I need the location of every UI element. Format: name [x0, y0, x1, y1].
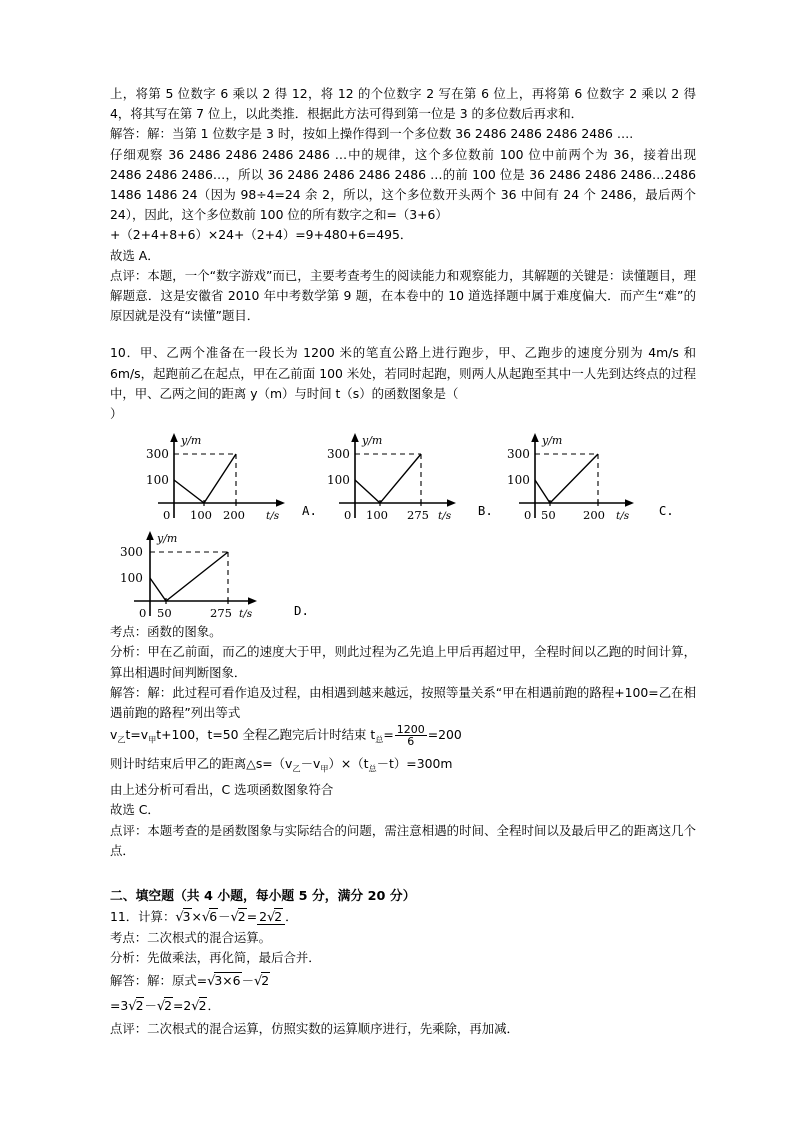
q10-option-c-label: C.: [658, 503, 674, 519]
graph-c-xlabel: t/s: [615, 510, 629, 523]
graph-a-xtick-200: 200: [223, 508, 245, 523]
q10-conclusion: 故选 C．: [110, 802, 160, 818]
q9-comment: 点评：本题，一个“数字游戏”而已，主要考查考生的阅读能力和观察能力，其解题的关键是：读懂题目，理解题意．这是安徽省 2010 年中考数学第 9 题，在本卷中的 10 道选择题中属于难度偏大．而产生“难”的原因就是没有“读懂”题目．: [110, 267, 696, 324]
graph-b-ytick-300: 300: [326, 447, 350, 462]
formula2-d: －t）=300m: [376, 755, 453, 771]
q10-option-a[interactable]: [128, 430, 317, 522]
formula2-sub-yi: 乙: [292, 763, 301, 774]
q10-formula-1: [110, 723, 696, 751]
sqrt-3x6: [207, 969, 241, 994]
graph-b: [317, 430, 472, 522]
radical-sign: √: [156, 998, 166, 1014]
radical-sign: √: [175, 910, 184, 926]
q10-option-d-label: D.: [294, 603, 309, 619]
graph-b-ylabel: y/m: [361, 434, 383, 448]
q11-jieda-line2: [110, 994, 696, 1019]
formula2-sub-zong: 总: [368, 763, 377, 774]
q11-fenxi: 分析：先做乘法，再化简，最后合并．: [110, 950, 321, 966]
q11-times: ×: [191, 909, 202, 925]
q9-solution-text1: 当第 1 位数字是 3 时，按如上操作得到一个多位数 36 2486 2486 2486 2486 ….: [171, 126, 634, 142]
sqrt-2e: [191, 994, 207, 1019]
radicand: 2: [237, 909, 246, 925]
formula1-sub-yi: 乙: [117, 734, 126, 745]
q11-answer-blank[interactable]: [257, 909, 285, 925]
q11-line2-c: =2: [173, 997, 192, 1013]
graph-d-ylabel: y/m: [157, 532, 178, 546]
formula1-sub-jia: 甲: [148, 734, 157, 745]
graph-a-origin: 0: [163, 508, 171, 523]
graph-b-origin: 0: [343, 508, 352, 523]
formula1-sub-zong: 总: [375, 734, 384, 745]
q9-solution-line2: 仔细观察 36 2486 2486 2486 2486 …中的规律，这个多位数前 100 位中前两个为 36，接着出现 2486 2486 2486…，所以 36 2486 2486 2486 2486 …的前 100 位是 36 2486 2486 2486…2486 1486 1486 24（因为 98÷4=24 余 2，所以，这个多位数开头两个 36 中间有 24 个 2486，最后两个 24），因此，这个多位数前 100 位的所有数字之和=（3+6）: [110, 146, 696, 223]
q10-stem-end: ）: [110, 406, 123, 422]
radicand: 2: [164, 997, 173, 1013]
graph-c-ylabel: y/m: [541, 434, 563, 448]
formula1-v: v: [110, 727, 118, 743]
q10-options-row-1: [110, 430, 696, 522]
q11-period: ．: [285, 909, 298, 925]
q10-number: 10．: [110, 345, 140, 361]
graph-d-ytick-100: 100: [120, 571, 143, 586]
q10-option-b[interactable]: [317, 430, 493, 522]
q11-answer-coefficient: 2: [259, 909, 267, 925]
radicand: 2: [135, 997, 144, 1013]
sqrt-2: [231, 907, 247, 928]
q11-jieda-minus: －: [241, 972, 254, 988]
radicand: 2: [261, 972, 270, 988]
q9-solution-label: 解答：解：: [110, 126, 172, 142]
q11-comment: 点评：二次根式的混合运算，仿照实数的运算顺序进行，先乘除，再加减．: [110, 1020, 519, 1036]
q11-kaodian: 考点：二次根式的混合运算。: [110, 930, 272, 946]
q11-line2-a: =3: [110, 997, 129, 1013]
section-2-title: 二、填空题（共 4 小题，每小题 5 分，满分 20 分）: [110, 889, 416, 905]
formula1-mid: t=v: [125, 727, 149, 743]
q11-stem: [110, 907, 696, 928]
graph-d-ytick-300: 300: [120, 545, 143, 560]
radicand: 2: [198, 997, 207, 1013]
graph-b-xtick-275: 275: [406, 508, 429, 523]
q10-kaodian: 考点：函数的图象。: [110, 624, 222, 640]
radicand: 6: [209, 909, 218, 925]
formula2-a: 则计时结束后甲乙的距离△s=（v: [110, 755, 293, 771]
graph-d-xtick-275: 275: [210, 606, 232, 621]
formula2-c: ）×（t: [328, 755, 369, 771]
radical-sign: √: [230, 910, 239, 926]
radical-sign: √: [128, 998, 137, 1014]
graph-a-ytick-300: 300: [146, 447, 169, 462]
q10-comment: 点评：本题考查的是函数图象与实际结合的问题，需注意相遇的时间、全程时间以及最后甲乙的距离这几个点．: [110, 822, 696, 858]
graph-d-origin: 0: [139, 606, 147, 621]
q11-jieda-line1: [110, 969, 696, 994]
formula2-b: －v: [300, 755, 321, 771]
graph-b-xtick-100: 100: [365, 508, 388, 523]
radical-sign: √: [266, 910, 276, 926]
sqrt-answer: [267, 907, 283, 928]
graph-c-origin: 0: [523, 508, 532, 523]
q10-stem-text: 甲、乙两个准备在一段长为 1200 米的笔直公路上进行跑步，甲、乙跑步的速度分别为 4m/s 和 6m/s，起跑前乙在起点，甲在乙前面 100 米处，若同时起跑，则两人从起跑至其中一人先到达终点的过程中，甲、乙两之间的距离 y（m）与时间 t（s）的函数图象是（: [110, 345, 696, 401]
radicand: 3: [182, 909, 191, 925]
graph-a-xlabel: t/s: [266, 510, 280, 523]
radical-sign: √: [253, 973, 263, 989]
radicand: 2: [274, 909, 283, 925]
q10-conclusion-analysis: 由上述分析可看出，C 选项函数图象符合: [110, 782, 334, 798]
radical-sign: √: [201, 910, 211, 926]
radical-sign: √: [191, 998, 200, 1014]
graph-c: [493, 430, 653, 522]
q10-option-a-label: A.: [302, 503, 317, 519]
fraction-numerator: 1200: [396, 722, 425, 736]
fraction-1200-over-6: [395, 724, 427, 748]
q10-option-d[interactable]: [110, 526, 309, 622]
q11-line2-d: ．: [207, 997, 220, 1013]
q11-prompt: 计算：: [138, 909, 176, 925]
graph-d: [110, 526, 288, 622]
sqrt-2c: [128, 994, 144, 1019]
graph-a-ylabel: y/m: [181, 434, 202, 448]
fraction-denominator: 6: [407, 735, 415, 749]
graph-c-ytick-100: 100: [506, 473, 530, 488]
formula1-eq: =: [383, 727, 394, 743]
graph-b-xlabel: t/s: [437, 510, 452, 523]
sqrt-2d: [157, 994, 173, 1019]
q10-stem: [110, 343, 696, 404]
graph-b-ytick-100: 100: [326, 473, 350, 488]
radicand: 3×6: [214, 972, 241, 988]
q11-equals: =: [246, 909, 258, 925]
q9-solution-line1: [110, 124, 696, 144]
q11-line2-b: －: [144, 997, 157, 1013]
graph-a: [128, 430, 296, 522]
sqrt-3: [175, 907, 191, 928]
q10-option-b-label: B.: [477, 503, 493, 519]
q10-jieda: 解答：解：此过程可看作追及过程，由相遇到越来越远，按照等量关系“甲在相遇前跑的路程+100=乙在相遇前跑的路程”列出等式: [110, 684, 696, 721]
q9-stem-tail: 上，将第 5 位数字 6 乘以 2 得 12，将 12 的个位数字 2 写在第 6 位上，再将第 6 位数字 2 乘以 2 得 4，将其写在第 7 位上，以此类推．根据此方法可得到第一位是 3 的多位数后再求和．: [110, 86, 696, 122]
q11-minus: －: [218, 909, 231, 925]
radical-sign: √: [207, 973, 216, 989]
q10-options-row-2: [110, 526, 696, 622]
graph-a-ytick-100: 100: [146, 473, 169, 488]
q11-jieda-label: 解答：解：原式=: [110, 972, 208, 988]
q11-number: 11．: [110, 909, 139, 925]
q9-conclusion: 故选 A．: [110, 247, 160, 263]
graph-d-xlabel: t/s: [239, 608, 253, 621]
graph-d-xtick-50: 50: [157, 606, 172, 621]
formula1-tail: t+100，t=50 全程乙跑完后计时结束 t: [156, 727, 376, 743]
formula1-result: =200: [427, 727, 462, 743]
q9-solution-line3: +（2+4+8+6）×24+（2+4）=9+480+6=495．: [110, 227, 413, 243]
q10-fenxi: 分析：甲在乙前面，而乙的速度大于甲，则此过程为乙先追上甲后再超过甲，全程时间以乙跑的时间计算，算出相遇时间判断图象．: [110, 644, 696, 680]
q10-formula-2: [110, 752, 696, 780]
sqrt-2b: [254, 969, 270, 994]
graph-c-xtick-200: 200: [582, 508, 605, 523]
sqrt-6: [202, 907, 218, 928]
graph-c-ytick-300: 300: [506, 447, 530, 462]
graph-c-xtick-50: 50: [540, 508, 556, 523]
formula2-sub-jia: 甲: [320, 763, 329, 774]
graph-a-xtick-100: 100: [190, 508, 212, 523]
q10-option-c[interactable]: [493, 430, 674, 522]
